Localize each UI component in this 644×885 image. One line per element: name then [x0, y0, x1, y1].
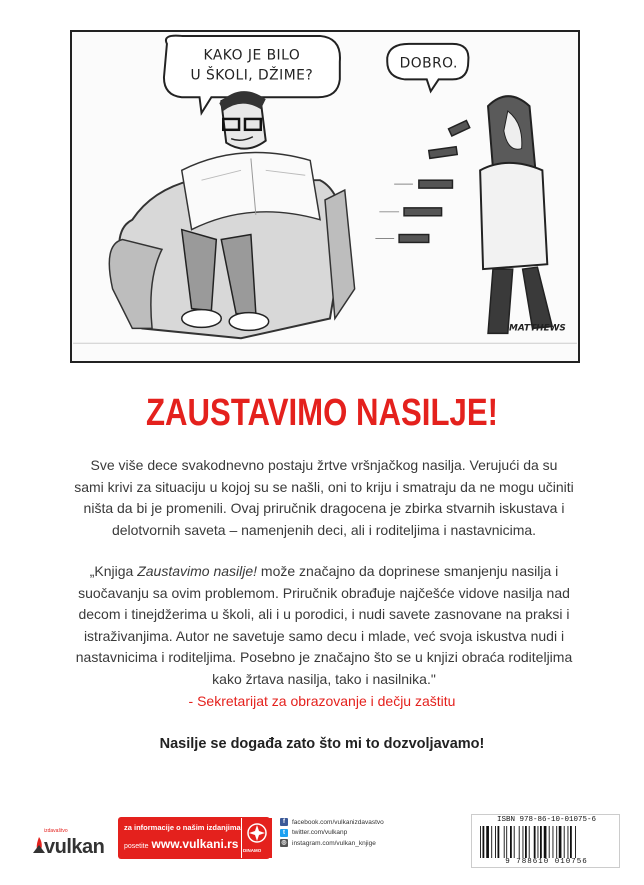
barcode-bar — [559, 826, 562, 858]
dinamo-badge — [241, 818, 272, 858]
vulkan-logo — [30, 826, 120, 862]
barcode-bar — [523, 826, 524, 858]
instagram-link[interactable]: instagram.com/vulkan_knjige — [292, 839, 376, 847]
website-link[interactable]: www.vulkani.rs — [151, 837, 239, 851]
barcode-bar — [553, 826, 554, 858]
barcode-bar — [544, 826, 547, 858]
barcode-bar — [514, 826, 515, 858]
speech-bubble-right — [387, 44, 468, 91]
banner-info-text: za informacije o našim izdanjima — [124, 823, 241, 832]
banner-visit-line — [124, 837, 238, 851]
barcode-bar — [540, 826, 542, 858]
intro-paragraph: Sve više dece svakodnevno postaju žrtve vršnjačkog nasilja. Verujući da su sami krivi za situaciju u kojoj su se našli, oni to kriju i smatraju da ne mogu učiniti ništa da bi je promenili. Ovaj priručnik dragocena je zbirka stvarnih iskustava i delotvornih saveta – namenjenih deci, ali i roditeljima i nastavnicima. — [74, 457, 574, 538]
social-twitter[interactable] — [280, 828, 420, 839]
barcode-bar — [519, 826, 520, 858]
barcode-bar — [486, 826, 489, 858]
barcode-bar — [480, 826, 481, 858]
quote-attribution: - Sekretarijat za obrazovanje i dečju zaštitu — [188, 693, 456, 709]
banner-visit-text: posetite — [124, 843, 149, 850]
barcode-bar — [510, 826, 512, 858]
barcode-bars — [480, 826, 613, 858]
instagram-icon: ◎ — [281, 840, 287, 847]
barcode-bar — [568, 826, 569, 858]
barcode-digits: 9 788610 010756 — [505, 858, 588, 866]
twitter-link[interactable]: twitter.com/vulkanp — [292, 829, 348, 837]
quote-prefix: „Knjiga — [89, 563, 138, 579]
logo-text: vulkan — [44, 836, 105, 858]
dinamo-emblem-icon — [242, 818, 272, 848]
barcode-bar — [498, 826, 500, 858]
facebook-icon: f — [280, 818, 288, 826]
barcode-bar — [529, 826, 530, 858]
social-facebook[interactable] — [280, 817, 420, 828]
twitter-icon: t — [280, 829, 288, 837]
barcode-bar — [564, 826, 565, 858]
child-figure — [375, 96, 552, 333]
headline: ZAUSTAVIMO NASILJE! — [145, 392, 498, 434]
barcode-bar — [506, 826, 507, 858]
cartoon-illustration — [70, 30, 580, 363]
artist-signature: MATTHEWS — [508, 323, 566, 334]
bubble-right-text: DOBRO. — [399, 55, 458, 72]
isbn-text: ISBN 978-86-10-01075-6 — [496, 816, 597, 824]
barcode-bar — [570, 826, 572, 858]
barcode-bar — [575, 826, 576, 858]
tagline: Nasilje se događa zato što mi to dozvoljavamo! — [159, 736, 485, 752]
barcode-bar — [495, 826, 496, 858]
barcode-bar — [491, 826, 492, 858]
quote-body: može značajno da doprinese smanjenju nasilja i suočavanju sa ovim problemom. Priručnik obrađuje najčešće vidove nasilja nad decom i tinejdžerima u školi, ali i u porodici, i nudi savete zasnovane na praksi i istraživanjima. Autor ne savetuje samo decu i mlade, već svoja iskustva nudi i nastavnicima i roditeljima. Posebno je značajno što se u knjizi obraća roditeljima kako žrtava nasilja, tako i nasilnika." — [75, 563, 573, 687]
bubble-left-line2: U ŠKOLI, DŽIME? — [190, 67, 314, 84]
barcode-bar — [504, 826, 505, 858]
social-links — [280, 817, 420, 849]
barcode-bar — [525, 826, 527, 858]
quote-book-title: Zaustavimo nasilje! — [137, 563, 258, 579]
facebook-link[interactable]: facebook.com/vulkanizdavastvo — [292, 818, 384, 826]
isbn-barcode — [471, 814, 620, 868]
barcode-bar — [483, 826, 485, 858]
barcode-bar — [534, 826, 536, 858]
logo-subtitle: izdavaštvo — [44, 828, 68, 834]
barcode-bar — [556, 826, 557, 858]
barcode-bar — [538, 826, 539, 858]
bubble-left-line1: KAKO JE BILO — [203, 47, 301, 64]
quote-paragraph — [74, 561, 574, 690]
barcode-bar — [549, 826, 550, 858]
social-instagram[interactable] — [280, 838, 420, 849]
dinamo-label: DINAMO — [243, 848, 262, 853]
